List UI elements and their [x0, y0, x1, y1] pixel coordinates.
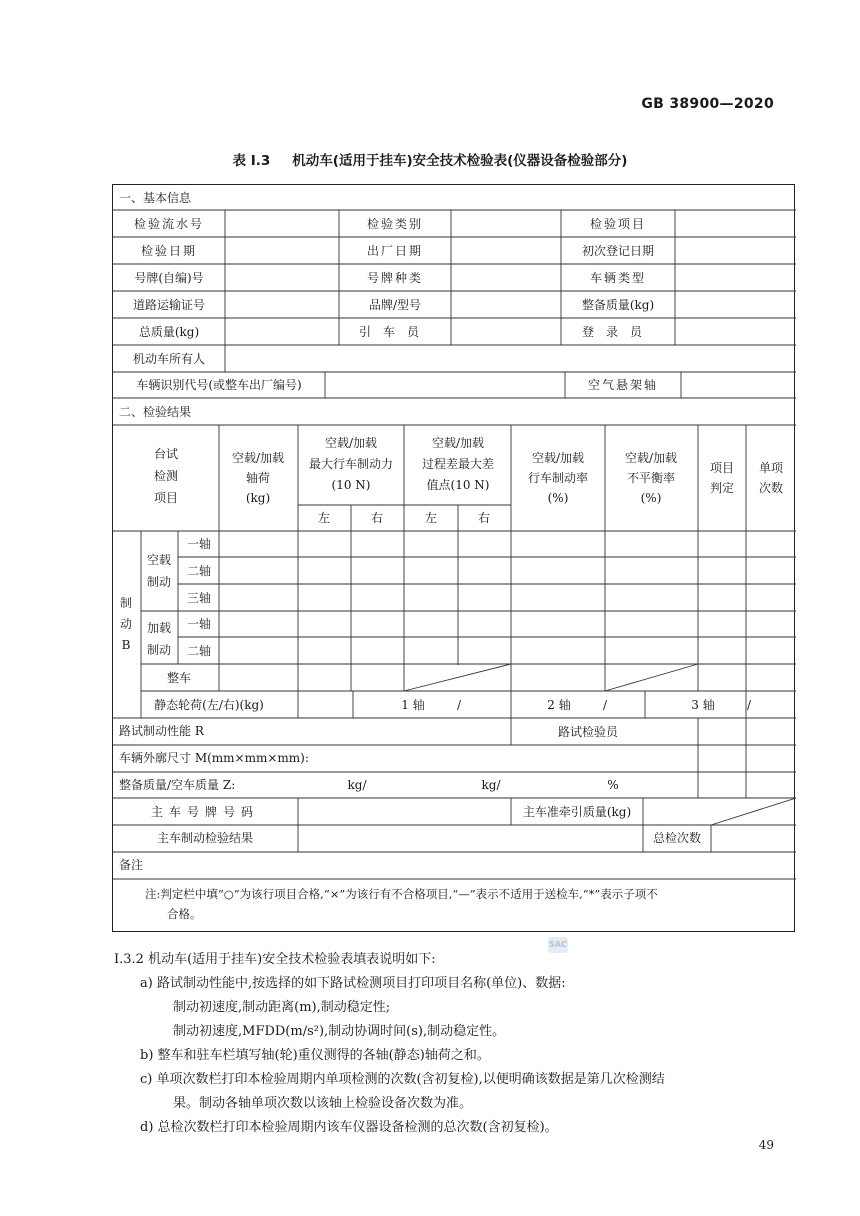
table-number: 表 I.3 — [232, 153, 271, 169]
label-main-tow-mass: 主车准牵引质量(kg) — [522, 805, 632, 819]
label-static-axle-2: 2 轴 — [547, 698, 571, 712]
mass-percent: % — [607, 778, 619, 792]
note-a: a) 路试制动性能中,按选择的如下路试检测项目打印项目名称(单位)、数据: — [140, 976, 566, 991]
label-driver: 引车员 — [358, 325, 432, 339]
header-axle-load-2: 轴荷 — [245, 471, 271, 485]
label-total-inspections: 总检次数 — [652, 831, 702, 845]
label-remarks: 备注 — [119, 858, 144, 872]
table-title — [0, 149, 860, 169]
table-note-line-1: 注:判定栏中填“○”为该行项目合格,“×”为该行有不合格项目,“—”表示不适用于送检车,“*”表示子项不 — [145, 887, 658, 901]
label-static-axle-3: 3 轴 — [691, 698, 715, 712]
sac-watermark-logo: SAC — [548, 937, 568, 953]
note-b: b) 整车和驻车栏填写轴(轮)重仪测得的各轴(静态)轴荷之和。 — [140, 1048, 490, 1063]
header-count-2: 次数 — [758, 481, 784, 495]
mass-kg-1: kg/ — [347, 778, 367, 792]
label-empty-1: 空载 — [146, 553, 172, 567]
label-loaded-axle-2: 二轴 — [186, 644, 212, 658]
header-diff-2: 过程差最大差 — [421, 457, 495, 471]
header-brake-rate-1: 空载/加载 — [531, 451, 585, 465]
label-brake-3: B — [121, 638, 131, 652]
label-brand-model: 品牌/型号 — [368, 298, 422, 312]
header-test-item-3: 项目 — [153, 491, 179, 505]
label-air-suspension-axle: 空气悬架轴 — [587, 378, 659, 392]
mass-kg-2: kg/ — [481, 778, 501, 792]
label-whole-vehicle: 整车 — [166, 671, 192, 685]
label-loaded-axle-1: 一轴 — [186, 617, 212, 631]
label-total-mass: 总质量(kg) — [138, 325, 200, 339]
label-brake-2: 动 — [119, 617, 133, 631]
table-title-text: 机动车(适用于挂车)安全技术检验表(仪器设备检验部分) — [292, 153, 628, 169]
label-main-plate: 主车号牌号码 — [150, 805, 260, 819]
header-axle-load-1: 空载/加载 — [231, 451, 285, 465]
header-unbalance-2: 不平衡率 — [626, 471, 676, 485]
label-road-test-inspector: 路试检验员 — [557, 725, 619, 739]
header-diff-left: 左 — [424, 511, 438, 525]
label-plate-type: 号牌种类 — [366, 271, 424, 285]
label-main-brake-result: 主车制动检验结果 — [156, 831, 254, 845]
standard-number: GB 38900—2020 — [641, 96, 774, 112]
label-empty-axle-1: 一轴 — [186, 537, 212, 551]
label-static-axle-1: 1 轴 — [401, 698, 425, 712]
section-results: 二、检验结果 — [119, 405, 192, 419]
label-loaded-2: 制动 — [146, 643, 172, 657]
header-unbalance-1: 空载/加载 — [624, 451, 678, 465]
note-c-cont: 果。制动各轴单项次数以该轴上检验设备次数为准。 — [173, 1096, 473, 1111]
label-inspection-type: 检验类别 — [366, 217, 424, 231]
header-brake-rate-3: (%) — [547, 491, 569, 505]
note-d: d) 总检次数栏打印本检验周期内该车仪器设备检测的总次数(含初复检)。 — [140, 1120, 558, 1135]
label-static-wheel-load: 静态轮荷(左/右)(kg) — [154, 698, 264, 712]
inspection-table — [112, 184, 795, 932]
label-road-transport-cert: 道路运输证号 — [132, 298, 206, 312]
label-vehicle-type: 车辆类型 — [589, 271, 647, 285]
header-axle-load-3: (kg) — [245, 491, 271, 505]
label-mass-ratio: 整备质量/空车质量 Z: — [119, 778, 236, 792]
label-owner: 机动车所有人 — [132, 352, 206, 366]
label-inspection-date: 检验日期 — [140, 244, 198, 258]
label-vin: 车辆识别代号(或整车出厂编号) — [136, 378, 302, 392]
notes-heading: I.3.2 机动车(适用于挂车)安全技术检验表填表说明如下: — [114, 952, 436, 967]
header-max-force-2: 最大行车制动力 — [308, 457, 394, 471]
label-factory-date: 出厂日期 — [366, 244, 424, 258]
label-loaded-1: 加载 — [146, 621, 172, 635]
label-empty-axle-2: 二轴 — [186, 564, 212, 578]
header-max-force-1: 空载/加载 — [324, 436, 378, 450]
note-c: c) 单项次数栏打印本检验周期内单项检测的次数(含初复检),以便明确该数据是第几次检测结 — [140, 1072, 665, 1087]
header-test-item-2: 检测 — [153, 469, 179, 483]
header-diff-right: 右 — [477, 511, 491, 525]
static-axle-1-slash: / — [456, 698, 462, 712]
label-empty-axle-3: 三轴 — [186, 591, 212, 605]
header-max-force-left: 左 — [317, 511, 331, 525]
label-plate-number: 号牌(自编)号 — [134, 271, 204, 285]
page-number: 49 — [758, 1138, 774, 1152]
header-max-force-3: (10 N) — [331, 478, 371, 492]
header-diff-3: 值点(10 N) — [426, 478, 490, 492]
label-vehicle-dimensions: 车辆外廓尺寸 M(mm×mm×mm): — [119, 751, 309, 765]
label-first-registration-date: 初次登记日期 — [581, 244, 655, 258]
table-grid — [113, 185, 796, 933]
header-unbalance-3: (%) — [640, 491, 662, 505]
header-test-item-1: 台试 — [153, 447, 179, 461]
label-curb-mass: 整备质量(kg) — [581, 298, 655, 312]
header-diff-1: 空载/加载 — [431, 436, 485, 450]
label-empty-2: 制动 — [146, 575, 172, 589]
header-brake-rate-2: 行车制动率 — [527, 471, 589, 485]
section-basic-info: 一、基本信息 — [119, 191, 192, 205]
static-axle-3-slash: / — [746, 698, 752, 712]
header-judgement-2: 判定 — [709, 481, 735, 495]
note-a-item-2: 制动初速度,MFDD(m/s²),制动协调时间(s),制动稳定性。 — [173, 1024, 506, 1039]
header-max-force-right: 右 — [370, 511, 384, 525]
header-judgement-1: 项目 — [709, 461, 735, 475]
note-a-item-1: 制动初速度,制动距离(m),制动稳定性; — [173, 1000, 391, 1015]
header-count-1: 单项 — [758, 461, 784, 475]
label-serial-no: 检验流水号 — [133, 217, 205, 231]
label-road-test: 路试制动性能 R — [119, 724, 204, 738]
label-brake-1: 制 — [119, 596, 133, 610]
static-axle-2-slash: / — [602, 698, 608, 712]
table-note-line-2: 合格。 — [167, 907, 202, 921]
label-recorder: 登录员 — [581, 325, 655, 339]
label-inspection-item: 检验项目 — [589, 217, 647, 231]
